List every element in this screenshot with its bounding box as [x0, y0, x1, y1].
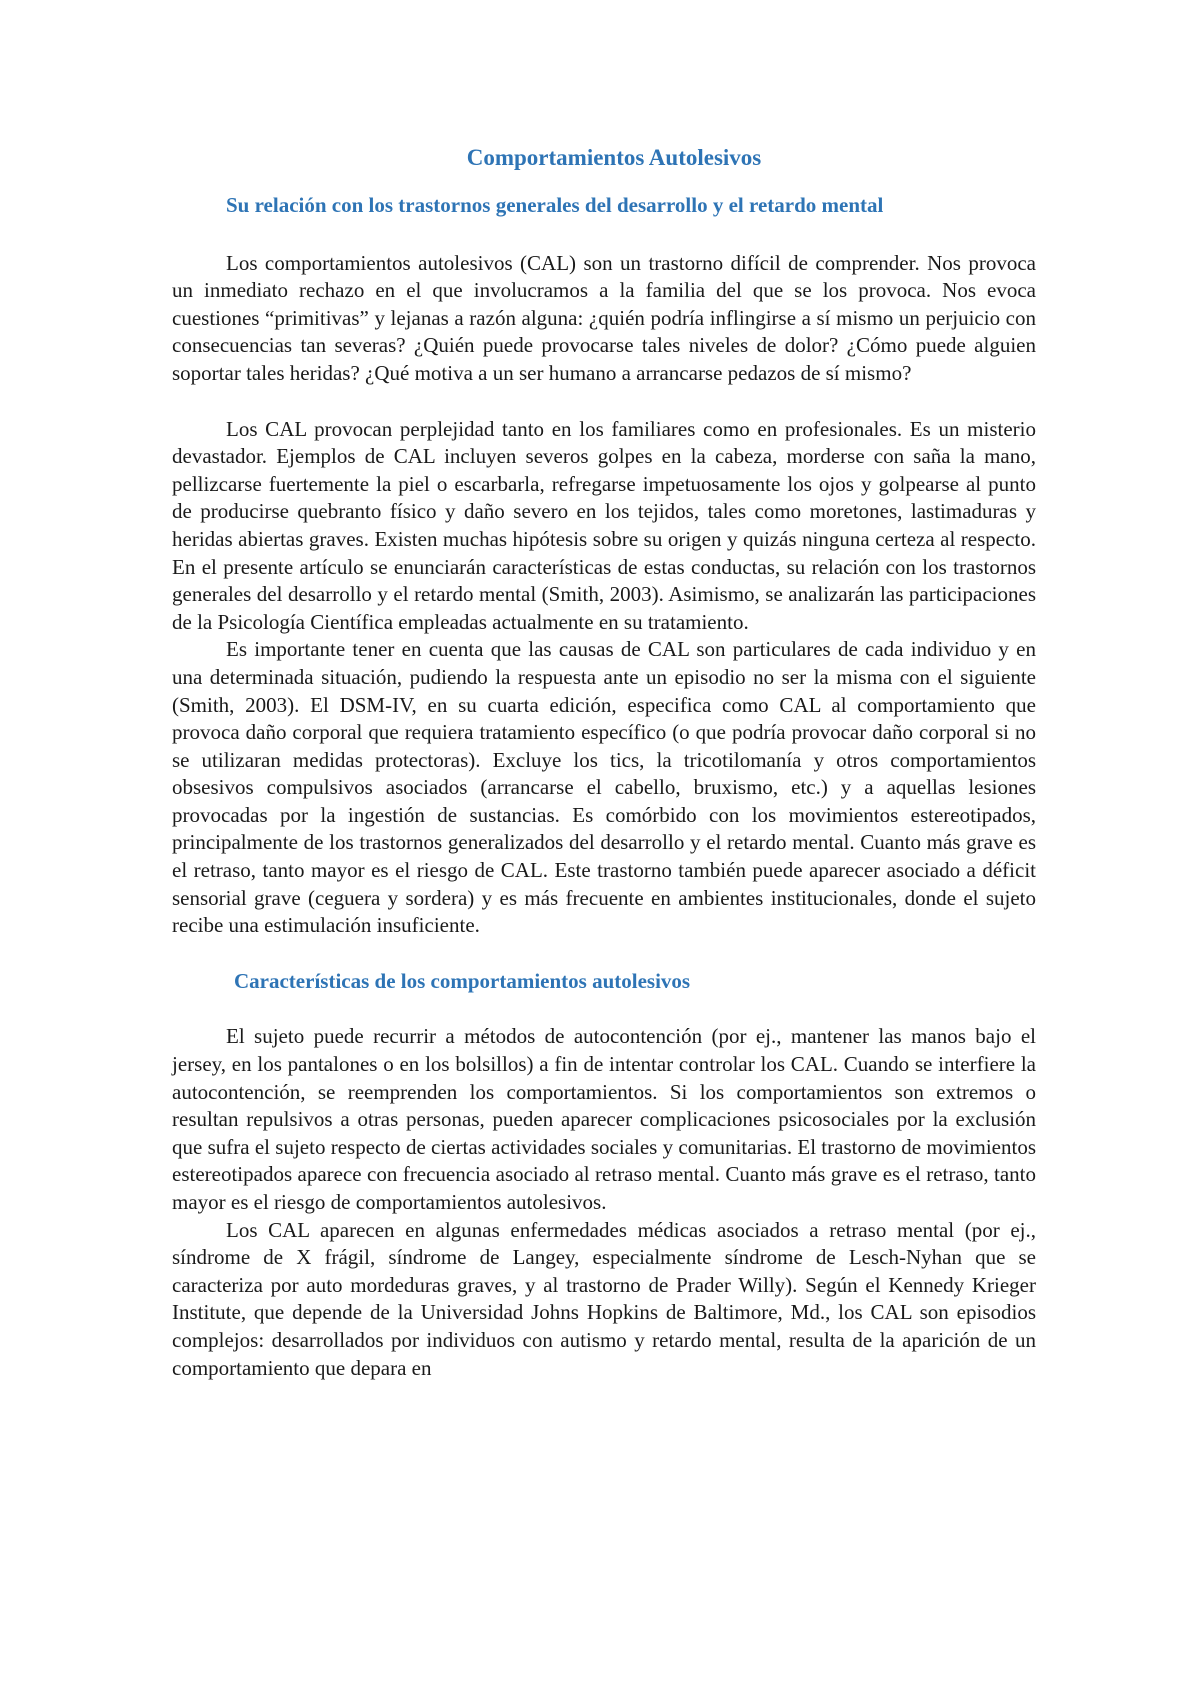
document-title: Comportamientos Autolesivos: [466, 145, 762, 170]
paragraph-dsm: Es importante tener en cuenta que las causas de CAL son particulares de cada individuo y en una determinada situación, pudiendo la respuesta ante un episodio no ser la misma con el siguiente (Smith, 2003). El DSM-IV, en su cuarta edición, especifica como CAL al comportamiento que provoca daño corporal que requiera tratamiento específico (o que podría provocar daño corporal si no se utilizaran medidas protectoras). Excluye los tics, la tricotilomanía y otros comportamientos obsesivos compulsivos asociados (arrancarse el cabello, bruxismo, etc.) y a aquellas lesiones provocadas por la ingestión de sustancias. Es comórbido con los movimientos estereotipados, principalmente de los trastornos generalizados del desarrollo y el retardo mental. Cuanto más grave es el retraso, tanto mayor es el riesgo de CAL. Este trastorno también puede aparecer asociado a déficit sensorial grave (ceguera y sordera) y es más frecuente en ambientes institucionales, donde el sujeto recibe una estimulación insuficiente.: [172, 637, 1036, 938]
section-heading-characteristics: Características de los comportamientos autolesivos: [234, 968, 691, 993]
subtitle-heading: Su relación con los trastornos generales del desarrollo y el retardo mental: [226, 193, 884, 217]
document-body: [172, 140, 1036, 1382]
paragraph-examples: Los CAL provocan perplejidad tanto en los familiares como en profesionales. Es un misterio devastador. Ejemplos de CAL incluyen severos golpes en la cabeza, morderse con saña la mano, pellizcarse fuertemente la piel o escarbarla, refregarse impetuosamente los ojos y golpearse al punto de producirse quebranto físico y daño severo en los tejidos, tales como moretones, lastimaduras y heridas abiertas graves. Existen muchas hipótesis sobre su origen y quizás ninguna certeza al respecto. En el presente artículo se enunciarán características de estas conductas, su relación con los trastornos generales del desarrollo y el retardo mental (Smith, 2003). Asimismo, se analizarán las participaciones de la Psicología Científica empleadas actualmente en su tratamiento.: [172, 416, 1036, 634]
paragraph-self-containment: El sujeto puede recurrir a métodos de autocontención (por ej., mantener las manos bajo el jersey, en los pantalones o en los bolsillos) a fin de intentar controlar los CAL. Cuando se interfiere la autocontención, se reemprenden los comportamientos. Si los comportamientos son extremos o resultan repulsivos a otras personas, pueden aparecer complicaciones psicosociales por la exclusión que sufra el sujeto respecto de ciertas actividades sociales y comunitarias. El trastorno de movimientos estereotipados aparece con frecuencia asociado al retraso mental. Cuanto más grave es el retraso, tanto mayor es el riesgo de comportamientos autolesivos.: [172, 1024, 1036, 1214]
paragraph-intro: Los comportamientos autolesivos (CAL) son un trastorno difícil de comprender. Nos provoca un inmediato rechazo en el que involucramos a la familia del que se los provoca. Nos evoca cuestiones “primitivas” y lejanas a razón alguna: ¿quién podría inflingirse a sí mismo un perjuicio con consecuencias tan severas? ¿Quién puede provocarse tales niveles de dolor? ¿Cómo puede alguien soportar tales heridas? ¿Qué motiva a un ser humano a arrancarse pedazos de sí mismo?: [172, 250, 1036, 385]
paragraph-medical-conditions: Los CAL aparecen en algunas enfermedades médicas asociados a retraso mental (por ej., síndrome de X frágil, síndrome de Langey, especialmente síndrome de Lesch-Nyhan que se caracteriza por auto mordeduras graves, y al trastorno de Prader Willy). Según el Kennedy Krieger Institute, que depende de la Universidad Johns Hopkins de Baltimore, Md., los CAL son episodios complejos: desarrollados por individuos con autismo y retardo mental, resulta de la aparición de un comportamiento que depara en: [172, 1217, 1036, 1380]
